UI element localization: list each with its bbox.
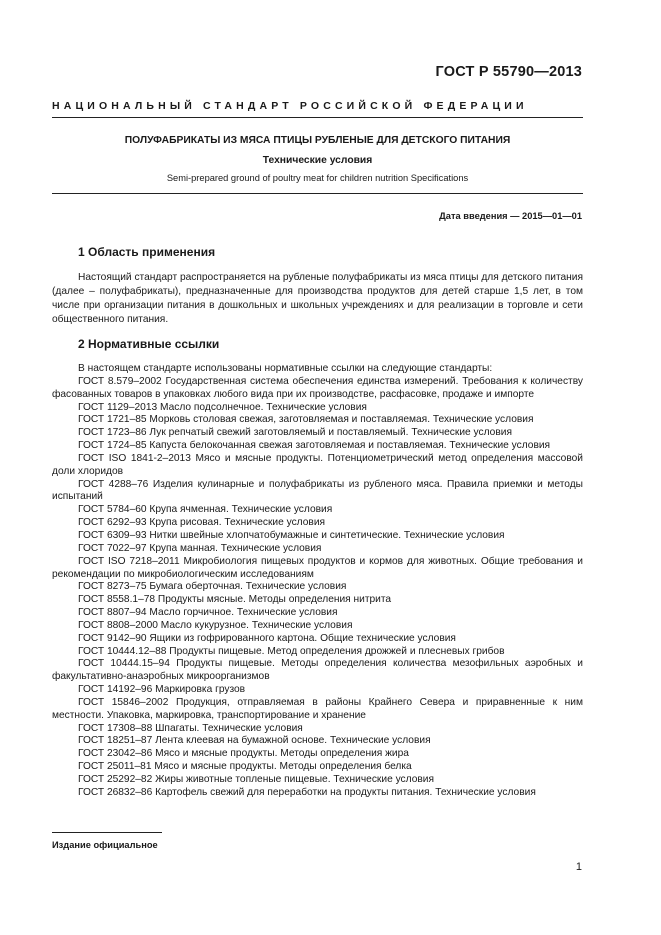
reference-item: ГОСТ 1129–2013 Масло подсолнечное. Технические условия [78, 401, 367, 413]
reference-item: ГОСТ 10444.15–94 Продукты пищевые. Методы определения количества мезофильных аэробных и факультативно-анаэробных микроорганизмов [52, 658, 583, 683]
reference-item: ГОСТ 1724–85 Капуста белокочанная свежая заготовляемая и поставляемая. Технические условия [78, 440, 551, 452]
footer-divider [52, 832, 162, 833]
reference-item: ГОСТ 7022–97 Крупа манная. Технические условия [78, 542, 322, 554]
reference-item: В настоящем стандарте использованы нормативные ссылки на следующие стандарты: [78, 363, 493, 374]
section-1-text: Настоящий стандарт распространяется на рубленые полуфабрикаты из мяса птицы для детского питания (далее – полуфабрикаты), предназначенные для производства продуктов для детей старше 1,5 лет, в том числе при организации питания в дошкольных и школьных учреждениях и для реализации в торговле и сети общественного питания. [52, 272, 583, 325]
reference-item: ГОСТ 8.579–2002 Государственная система обеспечения единства измерений. Требования к количеству фасованных товаров в упаковках любого вида при их производстве, расфасовке, продаже и импорте [52, 375, 583, 400]
normative-references-list [52, 363, 583, 800]
document-title: ПОЛУФАБРИКАТЫ ИЗ МЯСА ПТИЦЫ РУБЛЕНЫЕ ДЛЯ ДЕТСКОГО ПИТАНИЯ [124, 135, 511, 146]
reference-item: ГОСТ 26832–86 Картофель свежий для переработки на продукты питания. Технические условия [78, 786, 536, 798]
national-standard-title: НАЦИОНАЛЬНЫЙ СТАНДАРТ РОССИЙСКОЙ ФЕДЕРАЦИИ [52, 100, 528, 112]
page-number: 1 [575, 861, 582, 873]
reference-item: ГОСТ 8273–75 Бумага оберточная. Технические условия [78, 581, 347, 593]
reference-item: ГОСТ 5784–60 Крупа ячменная. Технические условия [78, 504, 333, 516]
reference-item: ГОСТ 9142–90 Ящики из гофрированного картона. Общие технические условия [78, 632, 456, 644]
reference-item: ГОСТ 18251–87 Лента клеевая на бумажной основе. Технические условия [78, 735, 431, 747]
official-edition-label: Издание официальное [52, 840, 158, 850]
reference-item: ГОСТ 10444.12–88 Продукты пищевые. Метод определения дрожжей и плесневых грибов [78, 645, 505, 657]
english-title: Semi-prepared ground of poultry meat for children nutrition Specifications [166, 173, 469, 183]
reference-item: ГОСТ 8808–2000 Масло кукурузное. Технические условия [78, 619, 353, 631]
header-divider [52, 117, 583, 118]
reference-item: ГОСТ 25292–82 Жиры животные топленые пищевые. Технические условия [78, 774, 434, 785]
reference-item: ГОСТ ISO 7218–2011 Микробиология пищевых продуктов и кормов для животных. Общие требования и рекомендации по микробиологическим исследованиям [52, 555, 583, 580]
reference-item: ГОСТ 8558.1–78 Продукты мясные. Методы определения нитрита [78, 594, 392, 606]
reference-item: ГОСТ 6309–93 Нитки швейные хлопчатобумажные и синтетические. Технические условия [78, 529, 505, 541]
reference-item: ГОСТ 1721–85 Морковь столовая свежая, заготовляемая и поставляемая. Технические условия [78, 414, 534, 426]
reference-item: ГОСТ 17308–88 Шпагаты. Технические условия [78, 722, 303, 734]
reference-item: ГОСТ 23042–86 Мясо и мясные продукты. Методы определения жира [78, 748, 409, 760]
reference-item: ГОСТ 6292–93 Крупа рисовая. Технические условия [78, 517, 326, 529]
reference-item: ГОСТ 25011–81 Мясо и мясные продукты. Методы определения белка [78, 761, 412, 773]
section-1-heading: 1 Область применения [78, 245, 216, 259]
introduction-date: Дата введения — 2015—01—01 [439, 211, 582, 221]
document-subtitle: Технические условия [262, 155, 373, 166]
reference-item: ГОСТ 14192–96 Маркировка грузов [78, 684, 246, 696]
reference-item: ГОСТ 4288–76 Изделия кулинарные и полуфабрикаты из рубленого мяса. Правила приемки и методы испытаний [52, 478, 583, 503]
reference-item: ГОСТ 15846–2002 Продукция, отправляемая в районы Крайнего Севера и приравненные к ним местности. Упаковка, маркировка, транспортирование и хранение [52, 696, 583, 721]
title-divider [52, 193, 583, 194]
reference-item: ГОСТ 8807–94 Масло горчичное. Технические условия [78, 607, 338, 619]
reference-item: ГОСТ 1723–86 Лук репчатый свежий заготовляемый и поставляемый. Технические условия [78, 427, 512, 439]
gost-number: ГОСТ Р 55790—2013 [435, 64, 582, 80]
reference-item: ГОСТ ISO 1841-2–2013 Мясо и мясные продукты. Потенциометрический метод определения массовой доли хлоридов [52, 452, 583, 477]
section-2-heading: 2 Нормативные ссылки [78, 337, 220, 351]
